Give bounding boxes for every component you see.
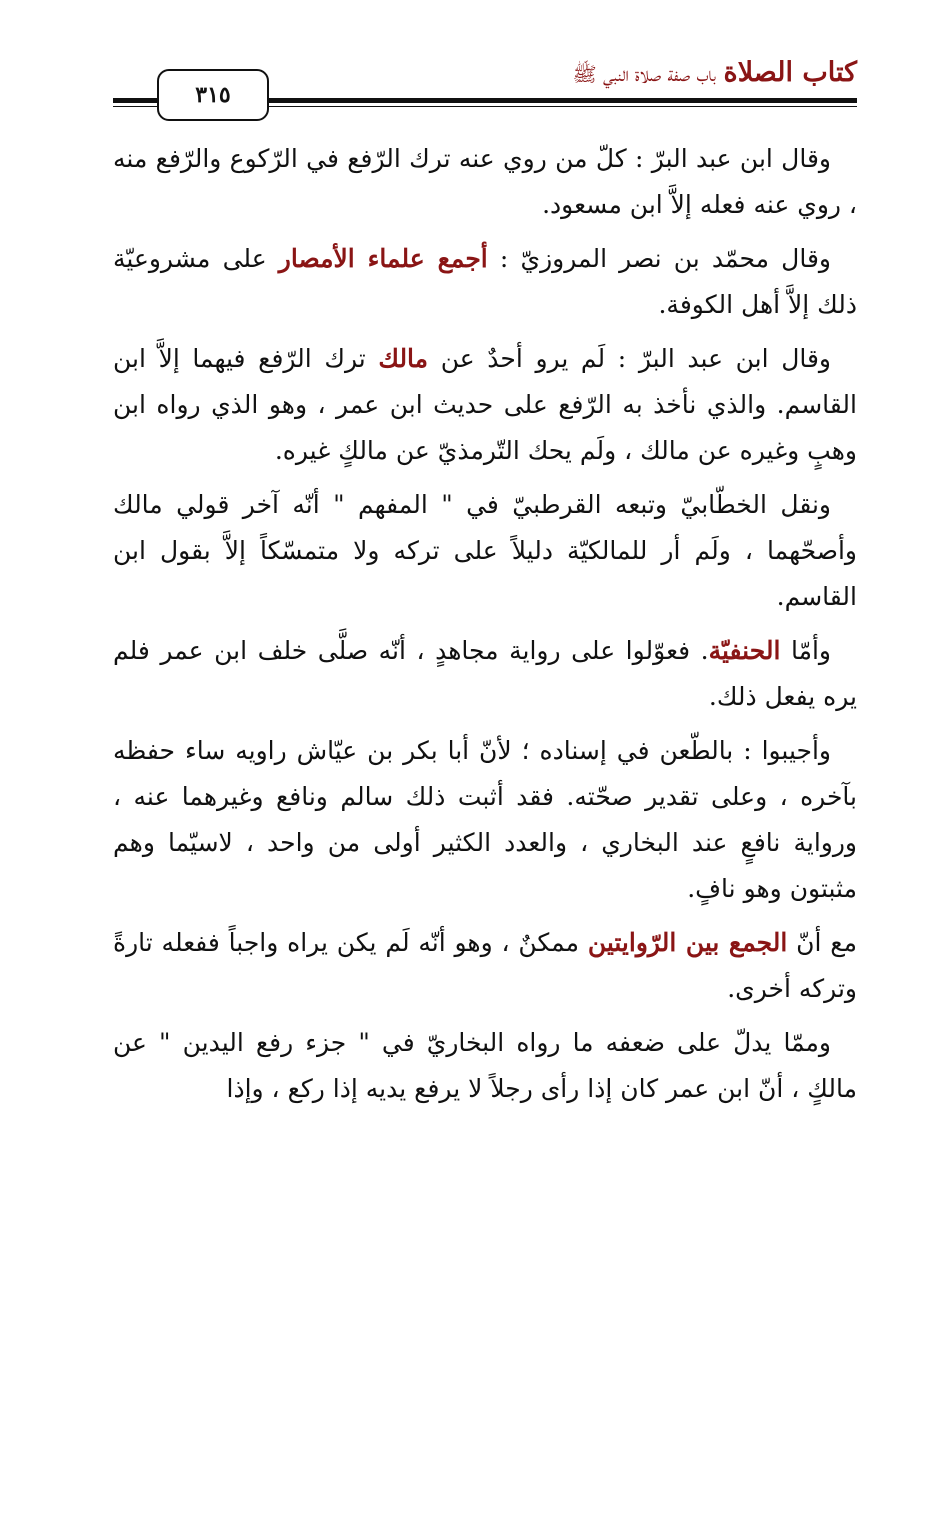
highlighted-name: الحنفيّة [708, 636, 781, 665]
paragraph-text: وقال ابن عبد البرّ : لَم يرو أحدٌ عن [428, 344, 831, 373]
highlighted-phrase: الجمع بين الرّوايتين [587, 928, 788, 957]
page-header [113, 48, 857, 118]
paragraph-text: وممّا يدلّ على ضعفه ما رواه البخاريّ في " جزء رفع اليدين " عن مالكٍ ، أنّ ابن عمر كان إذا رأى رجلاً لا يرفع يديه إذا ركع ، وإذا [113, 1028, 857, 1103]
paragraph-8 [113, 1020, 857, 1112]
paragraph-2 [113, 236, 857, 328]
highlighted-name: مالك [378, 344, 429, 373]
paragraph-text: ترك الرّفع فيهما إلاَّ ابن القاسم. والذي نأخذ به الرّفع على حديث ابن عمر ، وهو الذي رواه ابن وهبٍ وغيره عن مالك ، ولَم يحك التّرمذيّ عن مالكٍ غيره. [113, 344, 857, 465]
paragraph-text: مع أنّ [787, 928, 857, 957]
chapter-title: باب صفة صلاة النبي ﷺ [572, 62, 716, 86]
paragraph-5 [113, 628, 857, 720]
paragraph-text: وقال محمّد بن نصر المروزيّ : [487, 244, 831, 273]
page-body [113, 136, 857, 1120]
paragraph-7 [113, 920, 857, 1012]
paragraph-1 [113, 136, 857, 228]
paragraph-text: . فعوّلوا على رواية مجاهدٍ ، أنّه صلَّى خلف ابن عمر فلم يره يفعل ذلك. [113, 636, 857, 711]
paragraph-6 [113, 728, 857, 912]
paragraph-4 [113, 482, 857, 620]
paragraph-3 [113, 336, 857, 474]
paragraph-text: ممكنٌ ، وهو أنّه لَم يكن يراه واجباً ففعله تارةً وتركه أخرى. [113, 928, 857, 1003]
paragraph-text: وقال ابن عبد البرّ : كلّ من روي عنه ترك الرّفع في الرّكوع والرّفع منه ، روي عنه فعله إلاَّ ابن مسعود. [113, 144, 857, 219]
paragraph-text: وأمّا [780, 636, 831, 665]
book-title: كتاب الصلاة [723, 57, 857, 88]
paragraph-text: على مشروعيّة ذلك إلاَّ أهل الكوفة. [113, 244, 857, 319]
paragraph-text: وأجيبوا : بالطّعن في إسناده ؛ لأنّ أبا بكر بن عيّاش راويه ساء حفظه بآخره ، وعلى تقدير صحّته. فقد أثبت ذلك سالم ونافع وغيرهما عنه ، ورواية نافعٍ عند البخاري ، والعدد الكثير أولى من واحد ، لاسيّما وهم مثبتون وهو نافٍ. [113, 736, 857, 903]
page-number: ٣١٥ [157, 69, 269, 121]
running-title [572, 58, 857, 89]
highlighted-phrase: أجمع علماء الأمصار [278, 244, 488, 273]
paragraph-text: ونقل الخطّابيّ وتبعه القرطبيّ في " المفهم " أنّه آخر قولي مالك وأصحّهما ، ولَم أر للمالكيّة دليلاً على تركه ولا متمسّكاً إلاَّ بقول ابن القاسم. [113, 490, 857, 611]
